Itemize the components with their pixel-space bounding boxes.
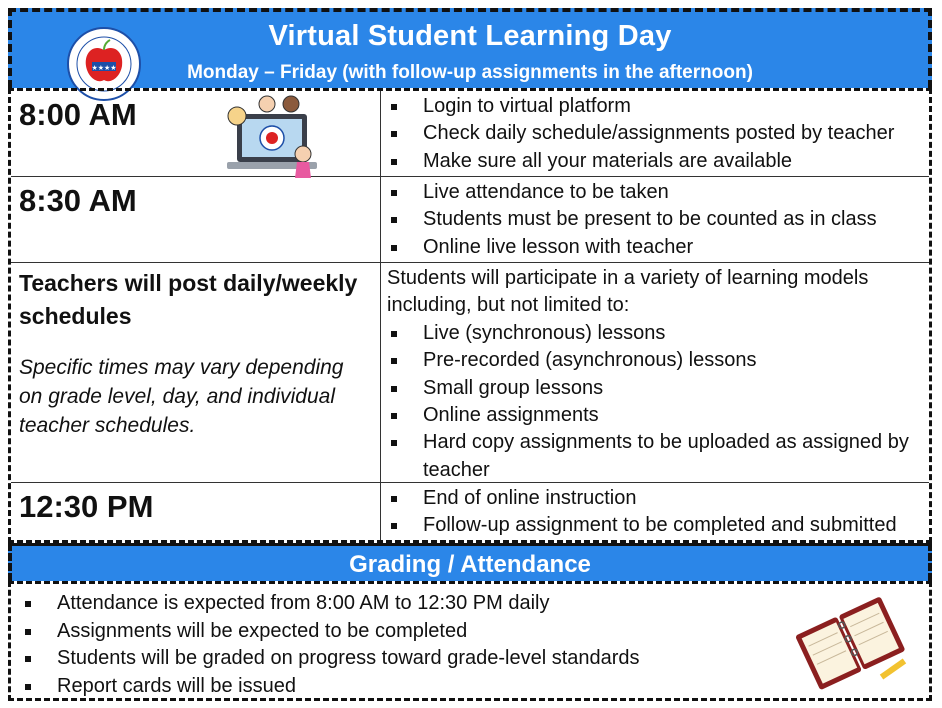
list-item: Live (synchronous) lessons <box>387 320 923 347</box>
schedule-row <box>11 177 929 263</box>
schedule-note-cell <box>11 263 381 482</box>
schedule-note: Specific times may vary depending on grade level, day, and individual teacher schedules. <box>19 356 344 437</box>
learning-models-intro: Students will participate in a variety of learning models including, but not limited to: <box>387 267 869 317</box>
page-subtitle: Monday – Friday (with follow-up assignments in the afternoon) <box>187 62 753 83</box>
schedule-details <box>381 263 929 482</box>
grading-banner <box>8 543 932 581</box>
list-item: Attendance is expected from 8:00 AM to 12:30 PM daily <box>21 590 919 618</box>
list-item: Online live lesson with teacher <box>387 234 923 261</box>
svg-text:★★★★: ★★★★ <box>91 64 117 72</box>
list-item: Pre-recorded (asynchronous) lessons <box>387 347 923 374</box>
list-item: Check daily schedule/assignments posted by teacher <box>387 120 923 147</box>
list-item: Online assignments <box>387 402 923 429</box>
schedule-time-cell <box>11 177 381 262</box>
list-item: Small group lessons <box>387 375 923 402</box>
list-item: Students will be graded on progress toward grade-level standards <box>21 645 919 673</box>
list-item: Login to virtual platform <box>387 93 923 120</box>
time-label: 8:00 AM <box>19 97 137 132</box>
schedule-details <box>381 483 929 540</box>
schedule-heading: Teachers will post daily/weekly schedules <box>19 270 358 329</box>
header-banner <box>8 8 932 88</box>
list-item: Students must be present to be counted as in class <box>387 206 923 233</box>
grading-title: Grading / Attendance <box>349 551 591 578</box>
list-item: Live attendance to be taken <box>387 179 923 206</box>
grading-box <box>8 581 932 701</box>
schedule-row <box>11 483 929 540</box>
schedule-table <box>8 88 932 543</box>
kids-laptop-illustration <box>223 94 333 182</box>
list-item: Hard copy assignments to be uploaded as assigned by teacher <box>387 429 923 484</box>
notebook-pencil-illustration <box>793 592 913 692</box>
schedule-row <box>11 91 929 177</box>
list-item: Report cards will be issued <box>21 673 919 701</box>
page-title: Virtual Student Learning Day <box>268 20 672 52</box>
list-item: End of online instruction <box>387 485 923 512</box>
schedule-details <box>381 91 929 176</box>
schedule-details <box>381 177 929 262</box>
list-item: Make sure all your materials are available <box>387 148 923 175</box>
list-item: Follow-up assignment to be completed and submitted <box>387 512 923 539</box>
schedule-row <box>11 263 929 483</box>
time-label: 8:30 AM <box>19 183 137 218</box>
schedule-time-cell <box>11 91 381 176</box>
list-item: Assignments will be expected to be completed <box>21 618 919 646</box>
time-label: 12:30 PM <box>19 489 154 524</box>
schedule-time-cell <box>11 483 381 540</box>
